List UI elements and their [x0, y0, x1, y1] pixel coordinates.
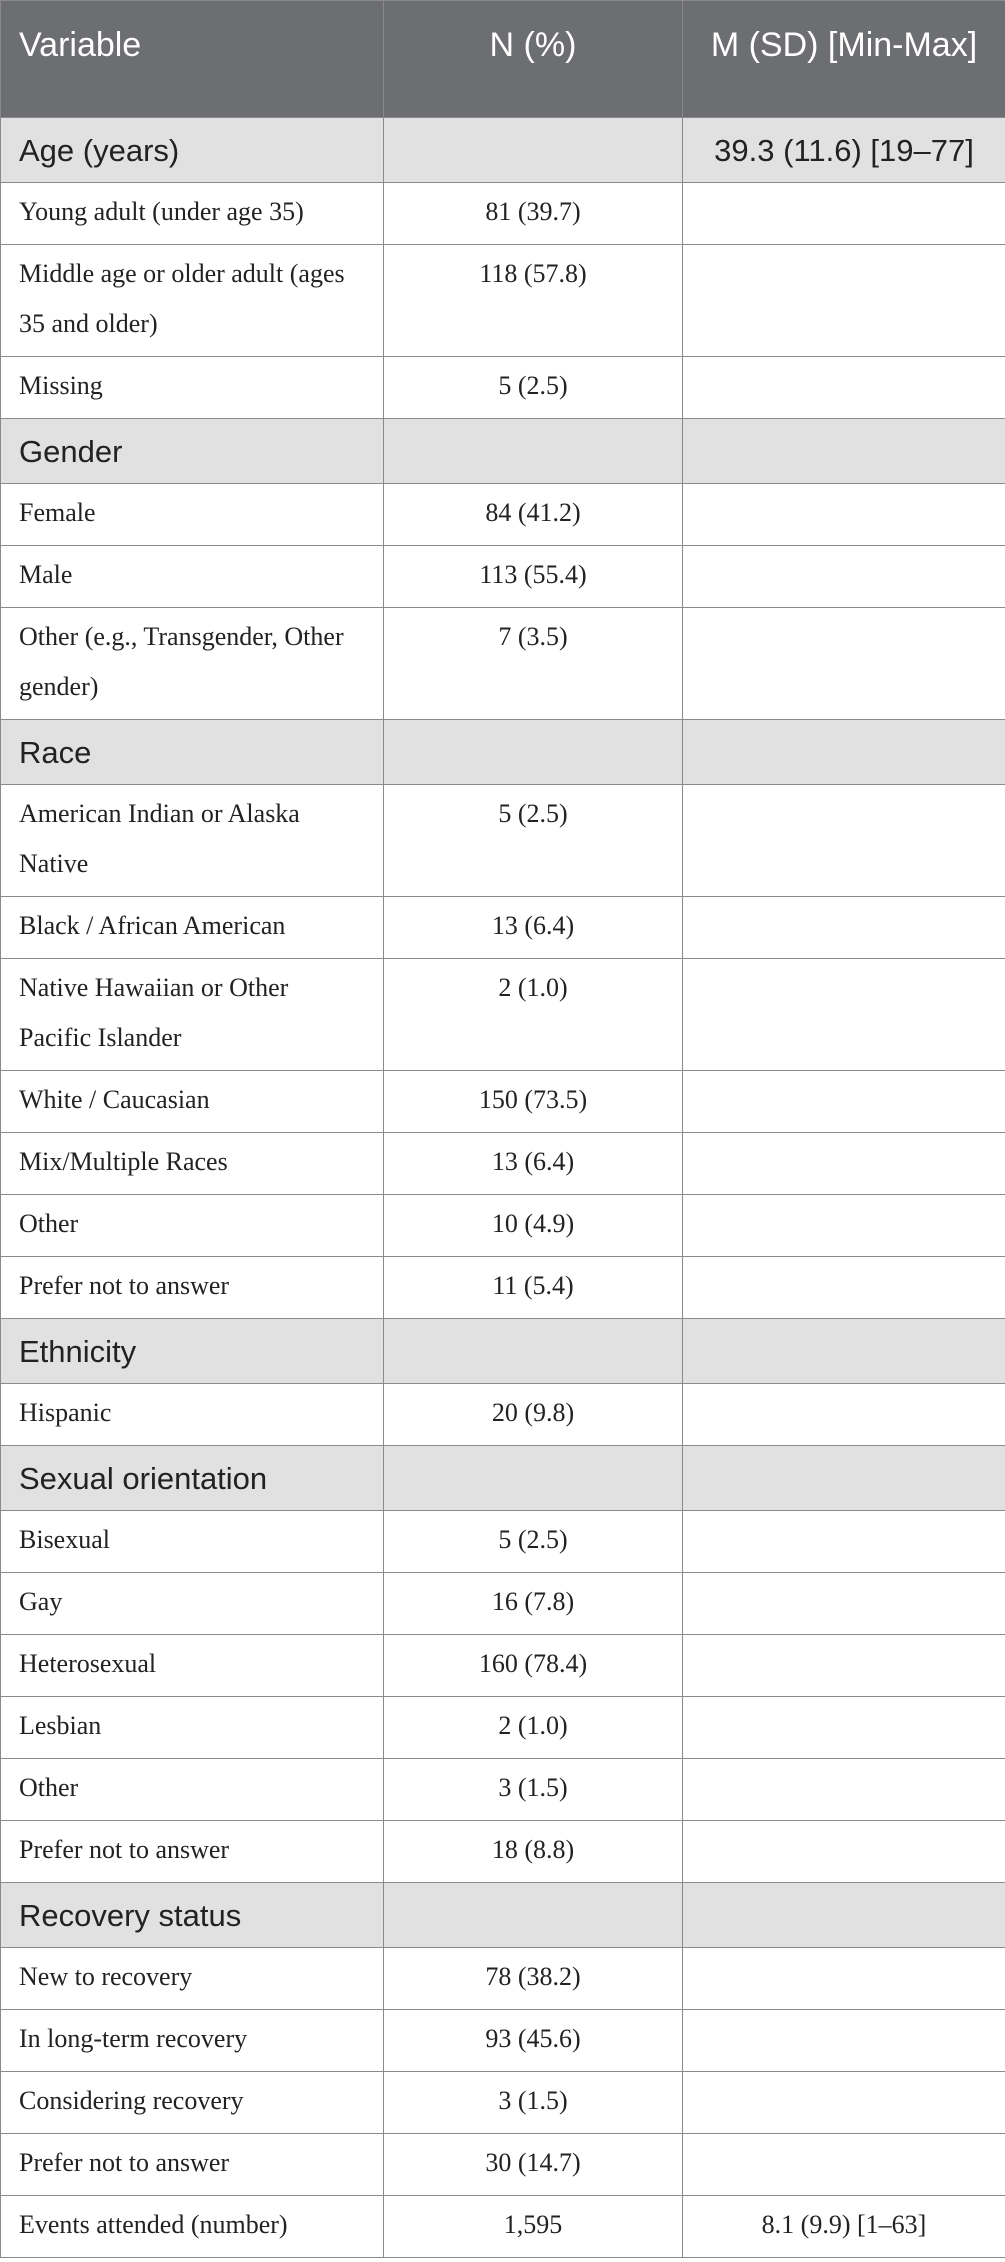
- row-n-percent: 5 (2.5): [384, 1511, 683, 1573]
- row-label: Male: [1, 546, 384, 608]
- row-mean-sd: [683, 2072, 1005, 2134]
- row-n-percent: 13 (6.4): [384, 1133, 683, 1195]
- row-mean-sd: [683, 183, 1005, 245]
- row-n-percent: 11 (5.4): [384, 1257, 683, 1319]
- row-label: Young adult (under age 35): [1, 183, 384, 245]
- row-mean-sd: [683, 1511, 1005, 1573]
- row-n-percent: 2 (1.0): [384, 1697, 683, 1759]
- row-label: Other: [1, 1195, 384, 1257]
- table-row: [1, 1071, 1005, 1133]
- row-mean-sd: [683, 1071, 1005, 1133]
- row-mean-sd: [683, 2134, 1005, 2196]
- row-mean-sd: [683, 1697, 1005, 1759]
- row-label: Bisexual: [1, 1511, 384, 1573]
- table-row: [1, 897, 1005, 959]
- row-n-percent: 5 (2.5): [384, 785, 683, 897]
- table-row: [1, 2072, 1005, 2134]
- row-label: Considering recovery: [1, 2072, 384, 2134]
- row-n-percent: 118 (57.8): [384, 245, 683, 357]
- row-mean-sd: [683, 1759, 1005, 1821]
- section-title: Age (years): [1, 118, 384, 183]
- row-label: New to recovery: [1, 1948, 384, 2010]
- section-summary: [683, 1883, 1005, 1948]
- table-row: [1, 1697, 1005, 1759]
- row-label: Female: [1, 484, 384, 546]
- section-row: [1, 1883, 1005, 1948]
- row-label: Mix/Multiple Races: [1, 1133, 384, 1195]
- row-label: Prefer not to answer: [1, 2134, 384, 2196]
- section-summary: [683, 720, 1005, 785]
- section-title: Race: [1, 720, 384, 785]
- header-mean-sd-range: M (SD) [Min-Max]: [683, 1, 1005, 118]
- row-label: Lesbian: [1, 1697, 384, 1759]
- row-mean-sd: [683, 1195, 1005, 1257]
- row-label: Prefer not to answer: [1, 1257, 384, 1319]
- row-label: Heterosexual: [1, 1635, 384, 1697]
- row-n-percent: 3 (1.5): [384, 1759, 683, 1821]
- row-mean-sd: [683, 1948, 1005, 2010]
- section-row: [1, 118, 1005, 183]
- row-n-percent: 81 (39.7): [384, 183, 683, 245]
- row-label: Gay: [1, 1573, 384, 1635]
- row-label: White / Caucasian: [1, 1071, 384, 1133]
- table-row: [1, 1635, 1005, 1697]
- row-n-percent: 113 (55.4): [384, 546, 683, 608]
- row-label: Missing: [1, 357, 384, 419]
- section-row: [1, 1446, 1005, 1511]
- table-row: [1, 1133, 1005, 1195]
- header-row: [1, 1, 1005, 118]
- row-n-percent: 78 (38.2): [384, 1948, 683, 2010]
- table-row: [1, 484, 1005, 546]
- section-n-cell: [384, 1446, 683, 1511]
- section-title: Gender: [1, 419, 384, 484]
- section-summary: [683, 1319, 1005, 1384]
- section-summary: 39.3 (11.6) [19–77]: [683, 118, 1005, 183]
- row-mean-sd: [683, 1133, 1005, 1195]
- row-label: Native Hawaiian or Other Pacific Islander: [1, 959, 384, 1071]
- table-row: [1, 1759, 1005, 1821]
- row-mean-sd: [683, 1573, 1005, 1635]
- row-n-percent: 13 (6.4): [384, 897, 683, 959]
- header-n-percent: N (%): [384, 1, 683, 118]
- row-n-percent: 7 (3.5): [384, 608, 683, 720]
- section-n-cell: [384, 1883, 683, 1948]
- row-mean-sd: [683, 785, 1005, 897]
- row-label: In long-term recovery: [1, 2010, 384, 2072]
- row-n-percent: 20 (9.8): [384, 1384, 683, 1446]
- row-n-percent: 84 (41.2): [384, 484, 683, 546]
- row-n-percent: 150 (73.5): [384, 1071, 683, 1133]
- table-row: [1, 1821, 1005, 1883]
- row-label: Black / African American: [1, 897, 384, 959]
- table-row: [1, 2134, 1005, 2196]
- row-mean-sd: [683, 484, 1005, 546]
- row-mean-sd: [683, 546, 1005, 608]
- row-n-percent: 1,595: [384, 2196, 683, 2258]
- table-row: [1, 1257, 1005, 1319]
- row-label: Hispanic: [1, 1384, 384, 1446]
- table-body: [1, 118, 1005, 2258]
- row-n-percent: 16 (7.8): [384, 1573, 683, 1635]
- row-label: Other (e.g., Transgender, Other gender): [1, 608, 384, 720]
- section-title: Recovery status: [1, 1883, 384, 1948]
- row-n-percent: 3 (1.5): [384, 2072, 683, 2134]
- section-row: [1, 720, 1005, 785]
- section-n-cell: [384, 118, 683, 183]
- row-mean-sd: [683, 1635, 1005, 1697]
- row-n-percent: 2 (1.0): [384, 959, 683, 1071]
- row-mean-sd: [683, 2010, 1005, 2072]
- section-n-cell: [384, 1319, 683, 1384]
- row-label: Other: [1, 1759, 384, 1821]
- row-mean-sd: [683, 897, 1005, 959]
- table-row: [1, 2196, 1005, 2258]
- table-row: [1, 2010, 1005, 2072]
- row-mean-sd: [683, 959, 1005, 1071]
- table-row: [1, 959, 1005, 1071]
- row-n-percent: 30 (14.7): [384, 2134, 683, 2196]
- header-variable: Variable: [1, 1, 384, 118]
- section-title: Sexual orientation: [1, 1446, 384, 1511]
- section-n-cell: [384, 720, 683, 785]
- table-row: [1, 1948, 1005, 2010]
- row-mean-sd: [683, 608, 1005, 720]
- section-row: [1, 419, 1005, 484]
- table-row: [1, 1573, 1005, 1635]
- row-mean-sd: [683, 245, 1005, 357]
- row-mean-sd: 8.1 (9.9) [1–63]: [683, 2196, 1005, 2258]
- table-row: [1, 183, 1005, 245]
- row-mean-sd: [683, 357, 1005, 419]
- table-row: [1, 1384, 1005, 1446]
- row-mean-sd: [683, 1384, 1005, 1446]
- table-row: [1, 357, 1005, 419]
- section-summary: [683, 419, 1005, 484]
- row-n-percent: 18 (8.8): [384, 1821, 683, 1883]
- section-n-cell: [384, 419, 683, 484]
- table-row: [1, 608, 1005, 720]
- section-summary: [683, 1446, 1005, 1511]
- section-row: [1, 1319, 1005, 1384]
- table-row: [1, 546, 1005, 608]
- row-label: Events attended (number): [1, 2196, 384, 2258]
- row-n-percent: 93 (45.6): [384, 2010, 683, 2072]
- row-label: American Indian or Alaska Native: [1, 785, 384, 897]
- table-row: [1, 785, 1005, 897]
- row-label: Prefer not to answer: [1, 1821, 384, 1883]
- row-mean-sd: [683, 1821, 1005, 1883]
- table-row: [1, 1195, 1005, 1257]
- row-n-percent: 160 (78.4): [384, 1635, 683, 1697]
- row-n-percent: 5 (2.5): [384, 357, 683, 419]
- section-title: Ethnicity: [1, 1319, 384, 1384]
- row-label: Middle age or older adult (ages 35 and older): [1, 245, 384, 357]
- row-n-percent: 10 (4.9): [384, 1195, 683, 1257]
- row-mean-sd: [683, 1257, 1005, 1319]
- table-row: [1, 245, 1005, 357]
- table-row: [1, 1511, 1005, 1573]
